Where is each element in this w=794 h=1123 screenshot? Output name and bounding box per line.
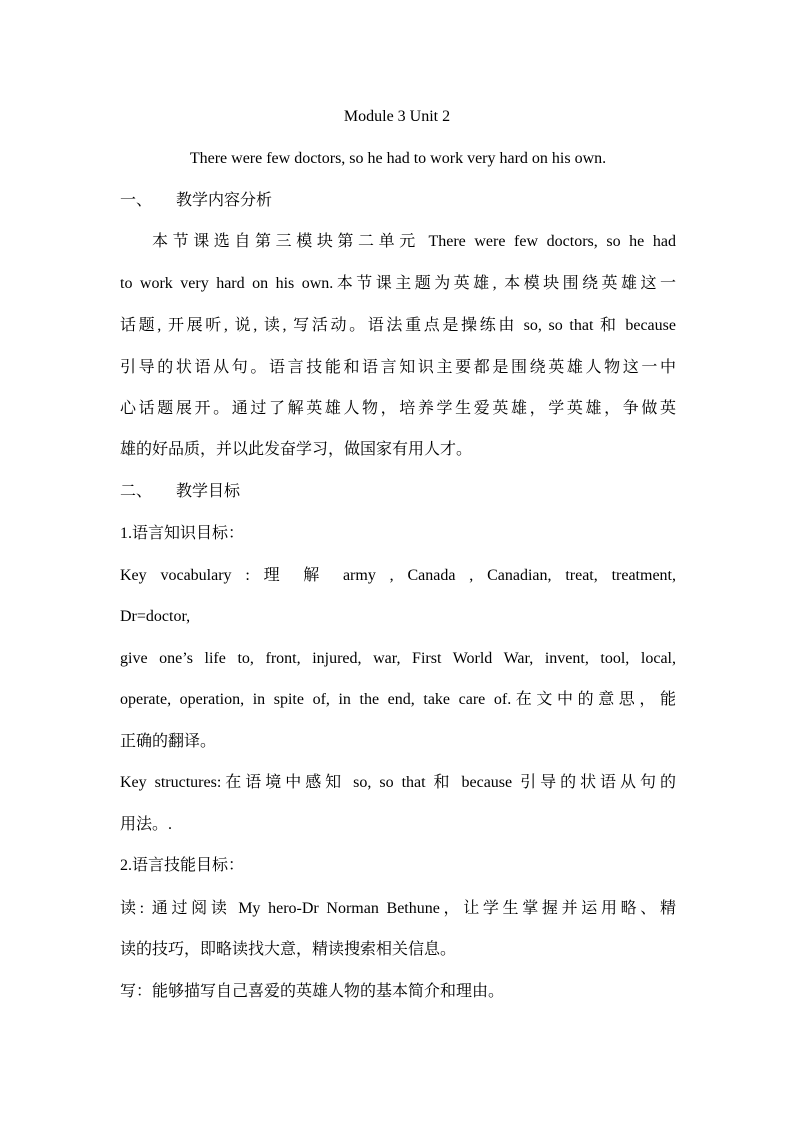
writing-line: 写：能够描写自己喜爱的英雄人物的基本简介和理由。 — [120, 983, 505, 1000]
section2-number: 二、 — [120, 483, 153, 500]
document-title: Module 3 Unit 2 — [343, 108, 451, 125]
section1-paragraph-line: 引导的状语从句。语言技能和语言知识主要都是围绕英雄人物这一中 — [120, 359, 676, 376]
section1-paragraph-line: 雄的好品质，并以此发奋学习，做国家有用人才。 — [120, 441, 473, 458]
vocab-line: Dr=doctor, — [120, 608, 191, 625]
vocab-line: Key vocabulary : 理 解 army , Canada , Canadian, treat, treatment, — [120, 567, 676, 584]
goal2-title: 2.语言技能目标： — [120, 857, 245, 874]
vocab-line: operate, operation, in spite of, in the end, take care of.在文中的意思，能 — [120, 691, 676, 708]
section1-paragraph-line: 本节课选自第三模块第二单元 There were few doctors, so he had — [152, 233, 676, 250]
section1-title: 教学内容分析 — [176, 192, 273, 209]
goal1-title: 1.语言知识目标： — [120, 525, 245, 542]
reading-line: 读的技巧，即略读找大意，精读搜索相关信息。 — [120, 941, 457, 958]
section1-paragraph-line: to work very hard on his own.本节课主题为英雄, 本模块围绕英雄这一 — [120, 275, 676, 292]
section1-paragraph-line: 心话题展开。通过了解英雄人物，培养学生爱英雄，学英雄，争做英 — [120, 400, 676, 417]
vocab-line: 正确的翻译。 — [120, 733, 217, 750]
section2-title: 教学目标 — [176, 483, 241, 500]
document-subtitle: There were few doctors, so he had to work very hard on his own. — [189, 150, 607, 167]
section2-heading — [120, 482, 676, 502]
reading-line: 读: 通过阅读 My hero-Dr Norman Bethune，让学生掌握并运用略、精 — [120, 900, 676, 917]
structure-line: 用法。. — [120, 816, 173, 833]
section1-number: 一、 — [120, 192, 153, 209]
structure-line: Key structures:在语境中感知 so, so that 和 because 引导的状语从句的 — [120, 774, 676, 791]
section1-paragraph-line: 话题, 开展听, 说, 读, 写活动。语法重点是操练由 so, so that 和 because — [120, 317, 676, 334]
vocab-line: give one’s life to, front, injured, war, First World War, invent, tool, local, — [120, 650, 676, 667]
section1-heading — [120, 191, 676, 211]
